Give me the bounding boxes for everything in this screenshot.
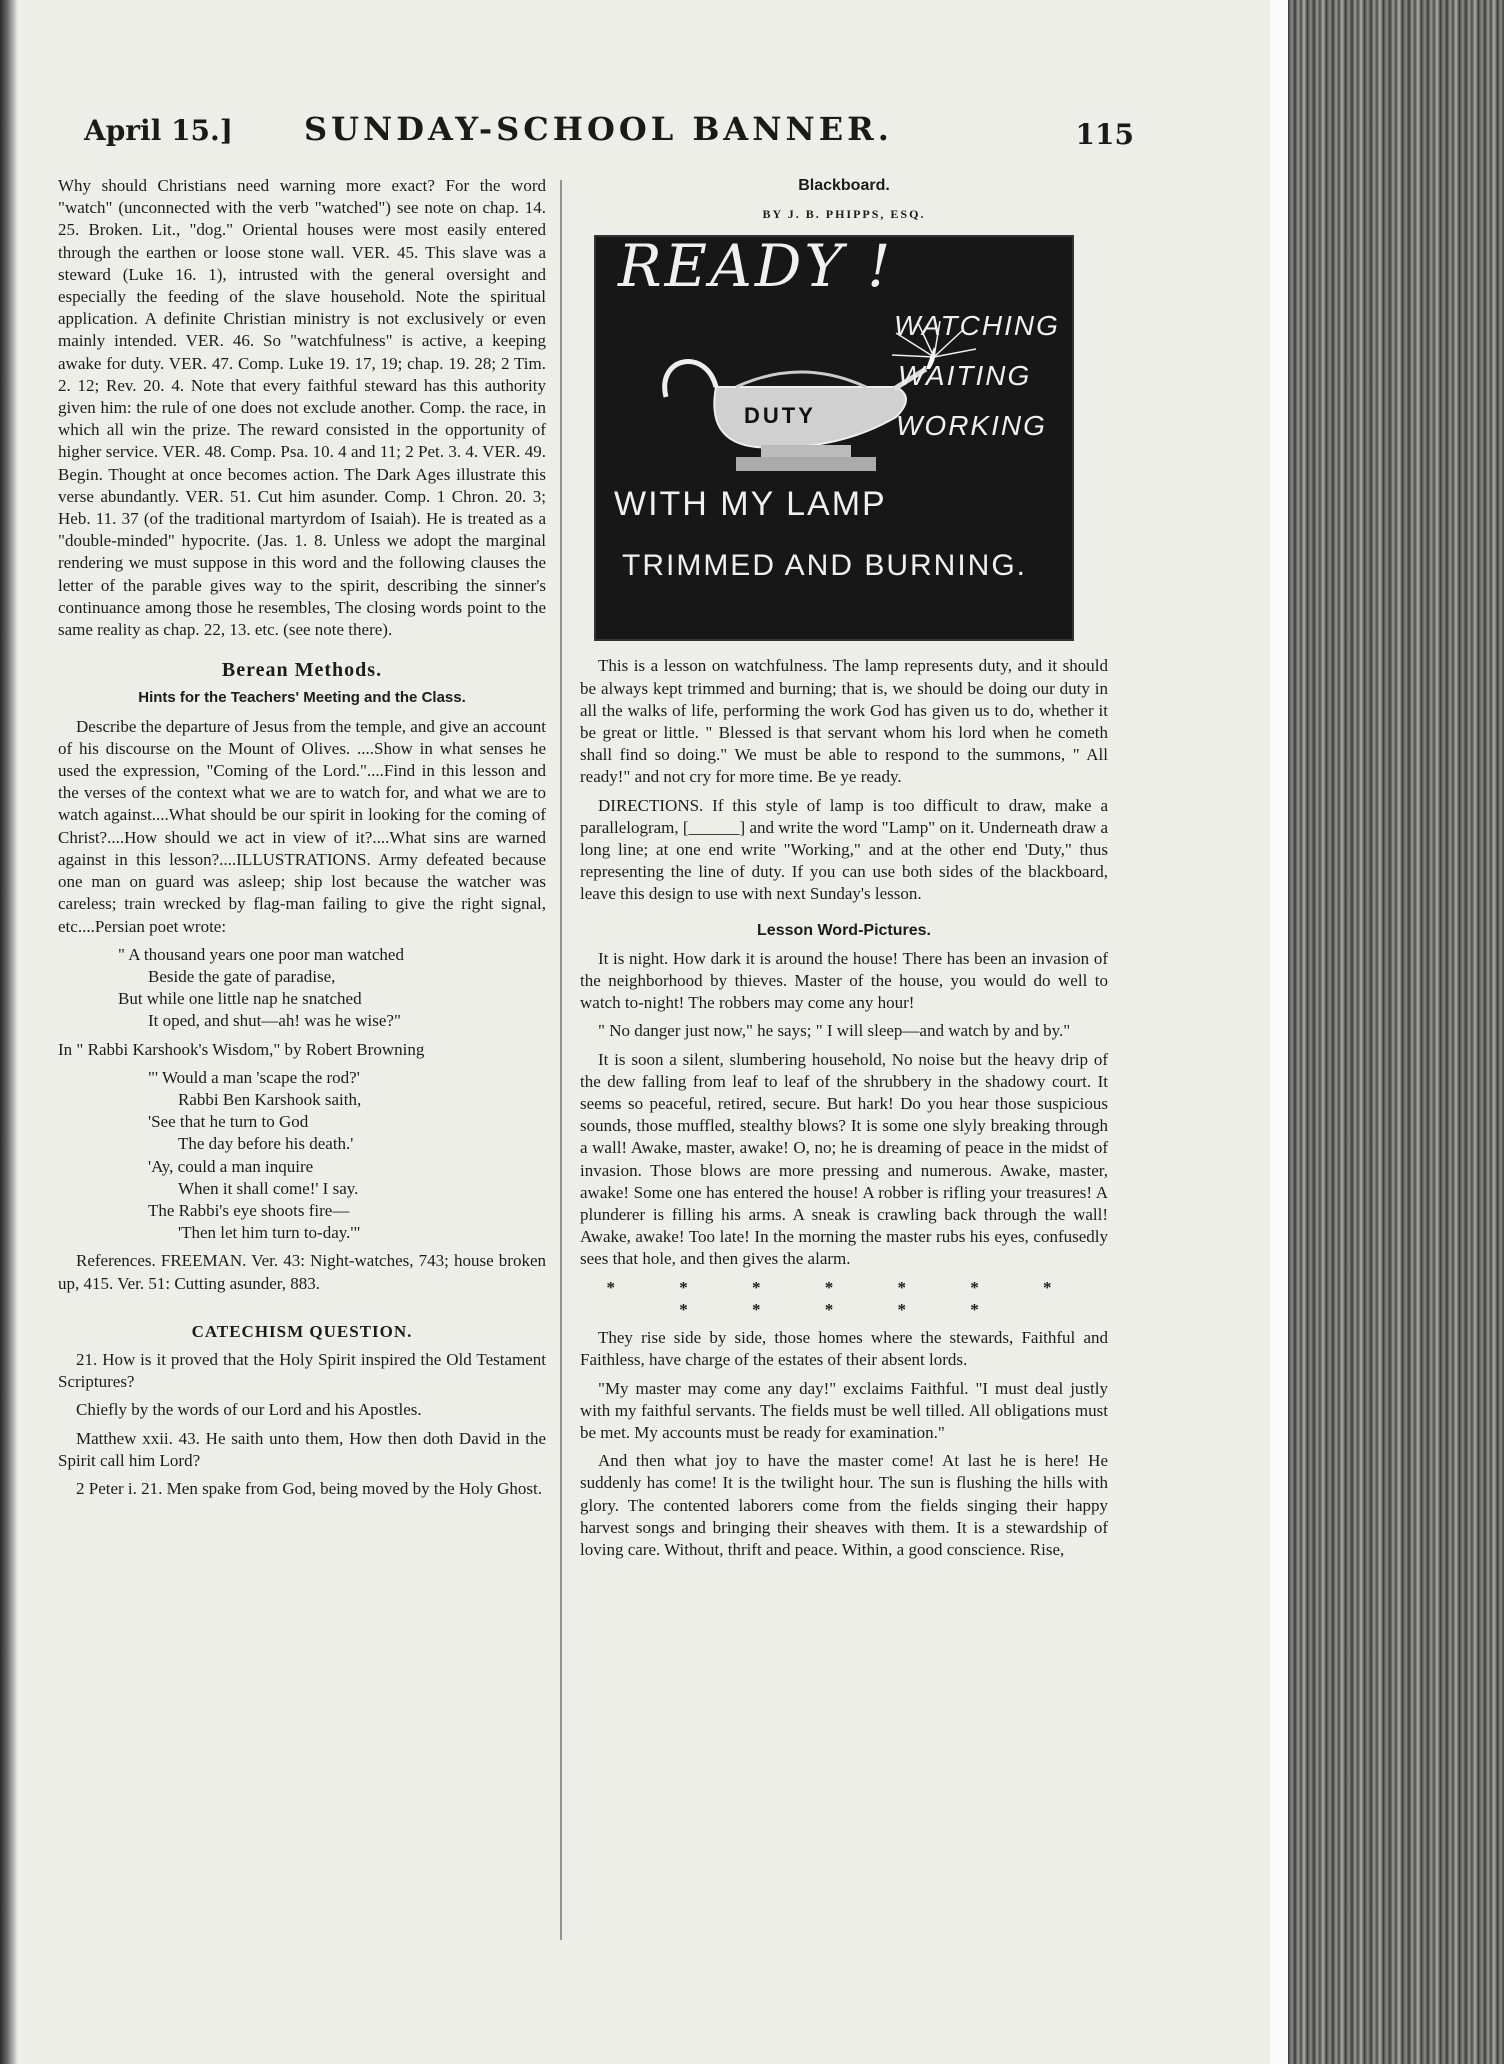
berean-subtitle: Hints for the Teachers' Meeting and the Class.: [138, 689, 466, 707]
column-rule: [560, 180, 562, 1940]
poem-line: When it shall come!' I say.: [178, 1178, 359, 1198]
section-stars: * * * * * * * * * * * *: [606, 1277, 1082, 1319]
catechism-answer: Chiefly by the words of our Lord and his Apostles.: [76, 1400, 422, 1420]
word-pictures-title: Lesson Word-Pictures.: [757, 921, 931, 939]
header-title: SUNDAY-SCHOOL BANNER.: [304, 110, 893, 148]
bb-watching: WATCHING: [894, 310, 1060, 342]
bb-waiting: WAITING: [898, 360, 1032, 392]
word-picture-paragraph: It is night. How dark it is around the house! There has been an invasion of the neighborhood by thieves. Master of the house, you would do well to watch to-night! The robbers may come any hour!: [580, 948, 1108, 1013]
bb-trimmed: TRIMMED AND BURNING.: [622, 549, 1028, 583]
catechism-title: CATECHISM QUESTION.: [191, 1321, 413, 1341]
poem-line: Beside the gate of paradise,: [148, 966, 336, 986]
right-column: [580, 175, 1108, 1567]
berean-paragraph: Describe the departure of Jesus from the temple, and give an account of his discourse on the Mount of Olives. ....Show in what senses he used the expression, "Coming of the Lord."....Find in this lesson and the verses of the context what we are to watch for, and what we are to watch against....What should be our spirit in looking for the coming of Christ?....How should we act in view of it?....What sins are warned against in this lesson?....ILLUSTRATIONS. Army defeated because one man on guard was asleep; ship lost because the watcher was careless; train wrecked by flag-man failing to give the right signal, etc....Persian poet wrote:: [58, 716, 546, 936]
word-picture-paragraph: " No danger just now," he says; " I will sleep—and watch by and by.": [598, 1021, 1071, 1041]
poem-line: But while one little nap he snatched: [118, 989, 362, 1009]
berean-title: Berean Methods.: [221, 659, 383, 682]
directions-paragraph: DIRECTIONS. If this style of lamp is too difficult to draw, make a parallelogram, [______] and write the word "Lamp" on it. Underneath draw a long line; at one end write "Working," and at the other end 'Duty," thus representing the line of duty. If you can use both sides of the blackboard, leave this design to use with next Sunday's lesson.: [580, 795, 1108, 904]
poem-line: The day before his death.': [178, 1134, 354, 1154]
blackboard-paragraph: This is a lesson on watchfulness. The lamp represents duty, and it should be always kept trimmed and burning; that is, we should be doing our duty in all the walks of life, performing the work God has given us to do, whether it be great or little. " Blessed is that servant whom his lord when he cometh shall find so doing." We must be able to respond to the summons, " All ready!" and not cry for more time. Be ye ready.: [580, 656, 1108, 787]
catechism-scripture: 2 Peter i. 21. Men spake from God, being moved by the Holy Ghost.: [76, 1478, 543, 1498]
catechism-scripture: Matthew xxii. 43. He saith unto them, How then doth David in the Spirit call him Lord?: [58, 1428, 546, 1470]
word-picture-paragraph: It is soon a silent, slumbering household, No noise but the heavy drip of the dew falling from leaf to leaf of the shrubbery in the shadowy court. It seems so peaceful, retired, secure. But hark! Do you hear those suspicious sounds, those muffled, stealthy blows? It is some one slyly breaking through a wall! Awake, master, awake! O, no; he is dreaming of peace in the midst of invasion. Those blows are more pressing and numerous. Awake, master, awake! Some one has entered the house! A robber is rifling your treasures! A plunderer is filling his arms. A sneak is crawling back through the wall! Awake, awake! Too late! In the morning the master rubs his eyes, confusedly sees that hole, and then gives the alarm.: [580, 1049, 1108, 1269]
word-picture-paragraph: "My master may come any day!" exclaims Faithful. "I must deal justly with my faithful servants. The fields must be well tilled. All obligations must be met. My accounts must be ready for examination.": [580, 1378, 1108, 1442]
page-header: [84, 110, 1134, 160]
notes-paragraph: Why should Christians need warning more exact? For the word "watch" (unconnected with the verb "watched") see note on chap. 14. 25. Broken. Lit., "dog." Oriental houses were most easily entered through the earthen or loose stone wall. VER. 45. This slave was a steward (Luke 16. 1), intrusted with the general oversight and especially the feeding of the slave household. Note the spiritual application. A definite Christian ministry is not exclusively or even mainly intended. VER. 46. So "watchfulness" is active, a keeping awake for duty. VER. 47. Comp. Luke 19. 17, 19; chap. 19. 28; 2 Tim. 2. 12; Rev. 20. 4. Note that every faithful steward has this authority given him: the rule of one does not exclude another. Comp. the race, in which all win the prize. The reward consisted in the opportunity of higher service. VER. 48. Comp. Psa. 10. 4 and 11; 2 Pet. 3. 4. VER. 49. Begin. Thought at once becomes action. The Dark Ages illustrate this verse abundantly. VER. 51. Cut him asunder. Comp. 1 Chron. 20. 3; Heb. 11. 37 (of the traditional martyrdom of Isaiah). He is treated as a "double-minded" hypocrite. (Jas. 1. 8. Unless we adopt the marginal rendering we must suppose in this word and the following clauses the letter of the parable gives way to the spirit, describing the sinner's continuance among those he resembles, The closing words point to the same reality as chap. 22, 13. etc. (see note there).: [58, 176, 546, 640]
word-picture-paragraph: And then what joy to have the master come! At last he is here! He suddenly has come! It is the twilight hour. The sun is flushing the hills with glory. The contented laborers come from the fields singing their happy harvest songs and bringing their sheaves with them. It is a stewardship of loving care. Without, thrift and peace. Within, a good conscience. Rise,: [580, 1451, 1108, 1559]
poem-line: It oped, and shut—ah! was he wise?": [148, 1011, 401, 1031]
browning-poem: [118, 1067, 546, 1245]
poem-line: 'Then let him turn to-day.'": [178, 1223, 361, 1243]
bb-ready: READY !: [618, 232, 894, 301]
bb-working: WORKING: [896, 410, 1047, 442]
page-number: 115: [1075, 118, 1134, 151]
poem-line: "' Would a man 'scape the rod?': [148, 1067, 360, 1087]
references: References. FREEMAN. Ver. 43: Night-watches, 743; house broken up, 415. Ver. 51: Cutting asunder, 883.: [58, 1251, 546, 1293]
persian-poem: [118, 944, 546, 1033]
blackboard-illustration: [594, 232, 1074, 641]
blackboard-title: Blackboard.: [798, 177, 890, 194]
left-column: [58, 175, 546, 1506]
byline: BY J. B. PHIPPS, ESQ.: [762, 207, 926, 222]
poem-line: Rabbi Ben Karshook saith,: [178, 1089, 362, 1109]
poem-line: 'Ay, could a man inquire: [148, 1156, 314, 1176]
book-page-edges: [1270, 0, 1504, 2064]
bb-with-lamp: WITH MY LAMP: [614, 485, 887, 524]
bb-duty: DUTY: [744, 403, 816, 429]
poem-line: 'See that he turn to God: [148, 1112, 309, 1132]
catechism-question: 21. How is it proved that the Holy Spirit inspired the Old Testament Scriptures?: [58, 1349, 546, 1392]
poem-line: The Rabbi's eye shoots fire—: [148, 1200, 350, 1220]
browning-intro: In " Rabbi Karshook's Wisdom," by Robert Browning: [58, 1039, 425, 1059]
binding-shadow: [0, 0, 18, 2064]
word-picture-paragraph: They rise side by side, those homes where the stewards, Faithful and Faithless, have charge of the estates of their absent lords.: [580, 1328, 1108, 1370]
header-date: April 15.]: [84, 114, 234, 147]
poem-line: " A thousand years one poor man watched: [118, 944, 404, 964]
